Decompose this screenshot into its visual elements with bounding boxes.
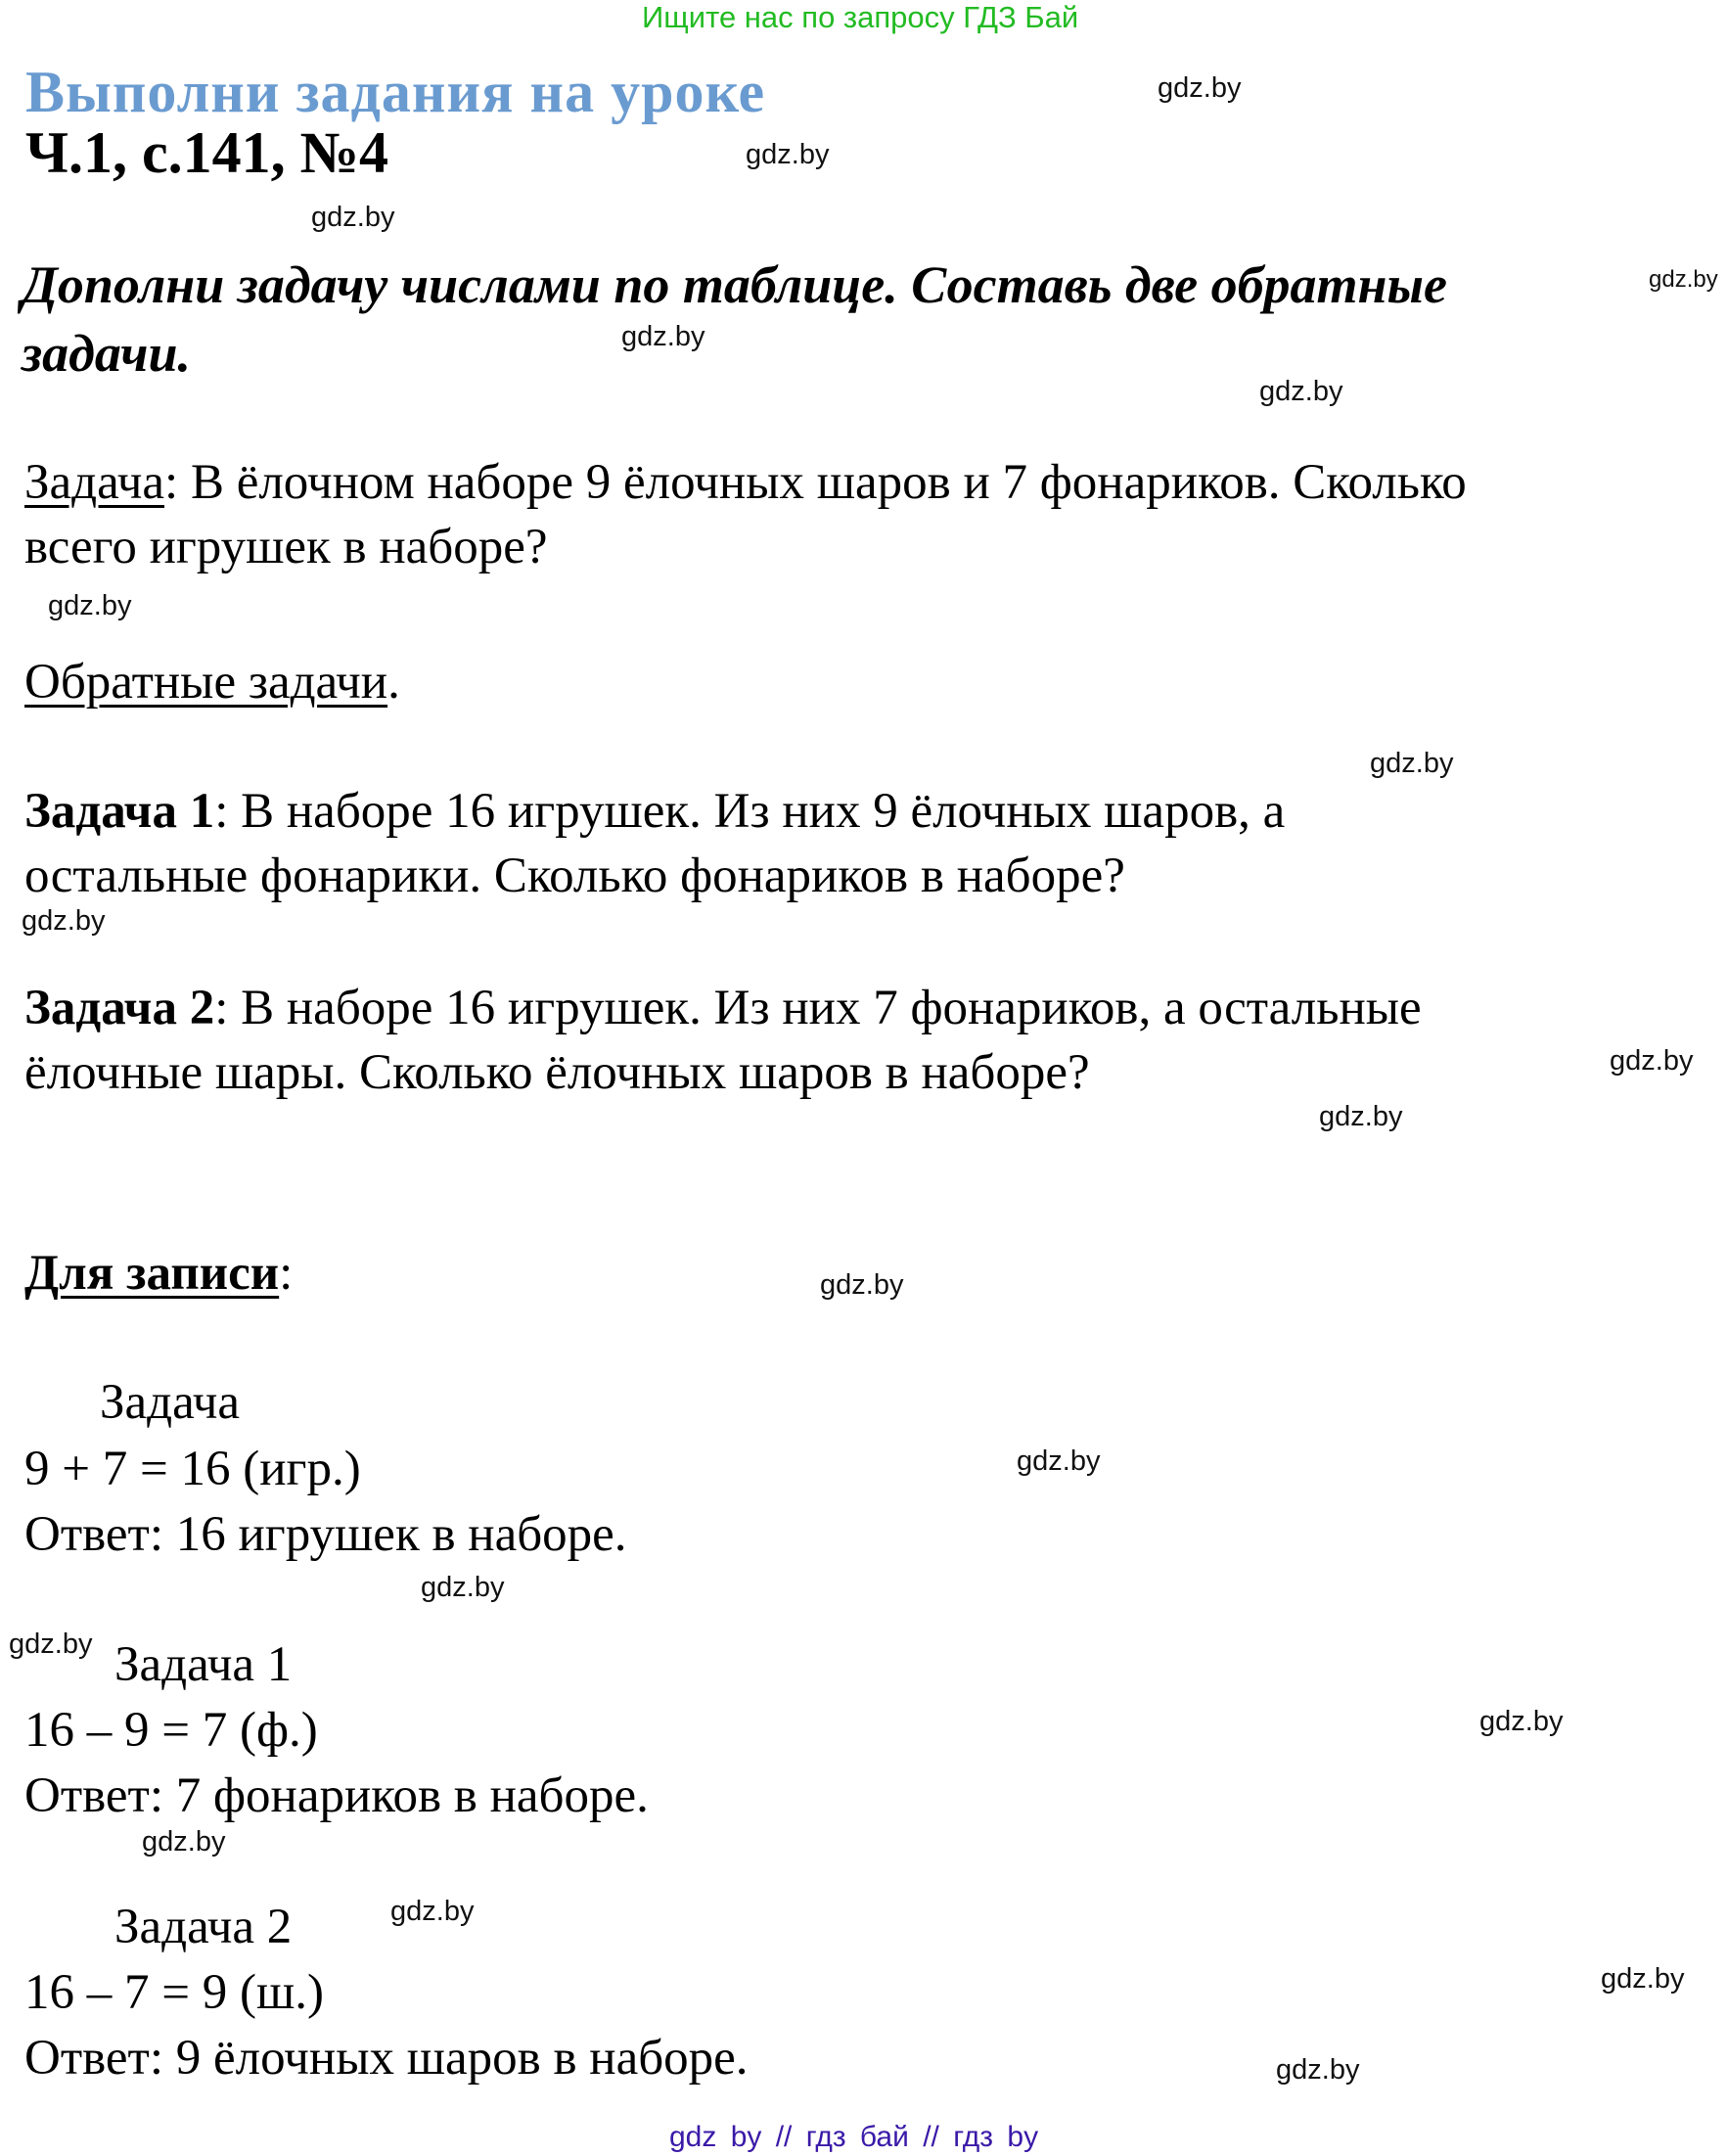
solution-2-title: Задача 2 — [114, 1900, 293, 1954]
instruction-line-2: задачи. — [22, 324, 192, 383]
solution-2-answer: Ответ: 9 ёлочных шаров в наборе. — [24, 2031, 749, 2086]
solution-2-equation: 16 – 7 = 9 (ш.) — [24, 1965, 324, 2020]
record-title-text: Для записи — [24, 1246, 280, 1301]
inverse-2-text-1: В наборе 16 игрушек. Из них 7 фонариков, а остальные — [241, 981, 1422, 1035]
top-banner: Ищите нас по запросу ГДЗ Бай — [642, 0, 1079, 34]
inverse-1-text-2: остальные фонарики. Сколько фонариков в наборе? — [24, 849, 1125, 903]
solution-1-title: Задача 1 — [114, 1637, 293, 1692]
solution-0-title: Задача — [100, 1375, 241, 1430]
inverse-2-text-2: ёлочные шары. Сколько ёлочных шаров в наборе? — [24, 1045, 1090, 1100]
watermark: gdz.by — [1479, 1706, 1564, 1737]
watermark: gdz.by — [1610, 1045, 1694, 1077]
inverse-problem-2: Задача 2: В наборе 16 игрушек. Из них 7 фонариков, а остальные ёлочные шары. Сколько ёлочных шаров в наборе? — [24, 981, 1422, 1100]
watermark: gdz.by — [1649, 266, 1718, 293]
inverse-1-label: Задача 1 — [24, 784, 215, 839]
inverse-1-text-1: В наборе 16 игрушек. Из них 9 ёлочных шаров, а — [241, 784, 1286, 839]
record-title: Для записи: — [24, 1246, 294, 1301]
watermark: gdz.by — [1319, 1101, 1403, 1132]
watermark: gdz.by — [1158, 72, 1242, 104]
watermark: gdz.by — [820, 1269, 904, 1301]
watermark: gdz.by — [621, 321, 705, 352]
page-heading: Выполни задания на уроке — [25, 60, 766, 124]
watermark: gdz.by — [9, 1628, 93, 1660]
solution-0-answer: Ответ: 16 игрушек в наборе. — [24, 1507, 627, 1562]
watermark: gdz.by — [1017, 1445, 1101, 1477]
solution-0-equation: 9 + 7 = 16 (игр.) — [24, 1442, 361, 1496]
watermark: gdz.by — [1601, 1963, 1685, 1995]
problem-label: Задача — [24, 455, 165, 510]
watermark: gdz.by — [311, 202, 395, 233]
watermark: gdz.by — [746, 139, 830, 170]
watermark: gdz.by — [390, 1896, 475, 1927]
solution-1-equation: 16 – 9 = 7 (ф.) — [24, 1703, 318, 1758]
solution-1-answer: Ответ: 7 фонариков в наборе. — [24, 1768, 649, 1823]
watermark: gdz.by — [48, 590, 132, 621]
watermark: gdz.by — [1370, 748, 1454, 779]
watermark: gdz.by — [22, 905, 106, 937]
watermark: gdz.by — [142, 1826, 226, 1858]
watermark: gdz.by — [1276, 2054, 1360, 2086]
inverse-2-label: Задача 2 — [24, 981, 215, 1035]
inverse-title-text: Обратные задачи — [24, 655, 388, 710]
watermark: gdz.by — [421, 1572, 505, 1603]
footer-links: gdz by // гдз бай // гдз by — [669, 2121, 1039, 2153]
watermark: gdz.by — [1259, 376, 1343, 407]
problem-paragraph: Задача: В ёлочном наборе 9 ёлочных шаров и 7 фонариков. Сколько всего игрушек в наборе? — [24, 455, 1467, 574]
inverse-title: Обратные задачи. — [24, 655, 400, 710]
exercise-reference: Ч.1, с.141, №4 — [25, 120, 388, 185]
inverse-problem-1: Задача 1: В наборе 16 игрушек. Из них 9 ёлочных шаров, а остальные фонарики. Сколько фонариков в наборе? — [24, 784, 1286, 903]
problem-text-1: В ёлочном наборе 9 ёлочных шаров и 7 фонариков. Сколько — [190, 455, 1467, 510]
problem-text-2: всего игрушек в наборе? — [24, 520, 548, 574]
instruction-line-1: Дополни задачу числами по таблице. Составь две обратные — [22, 255, 1447, 314]
